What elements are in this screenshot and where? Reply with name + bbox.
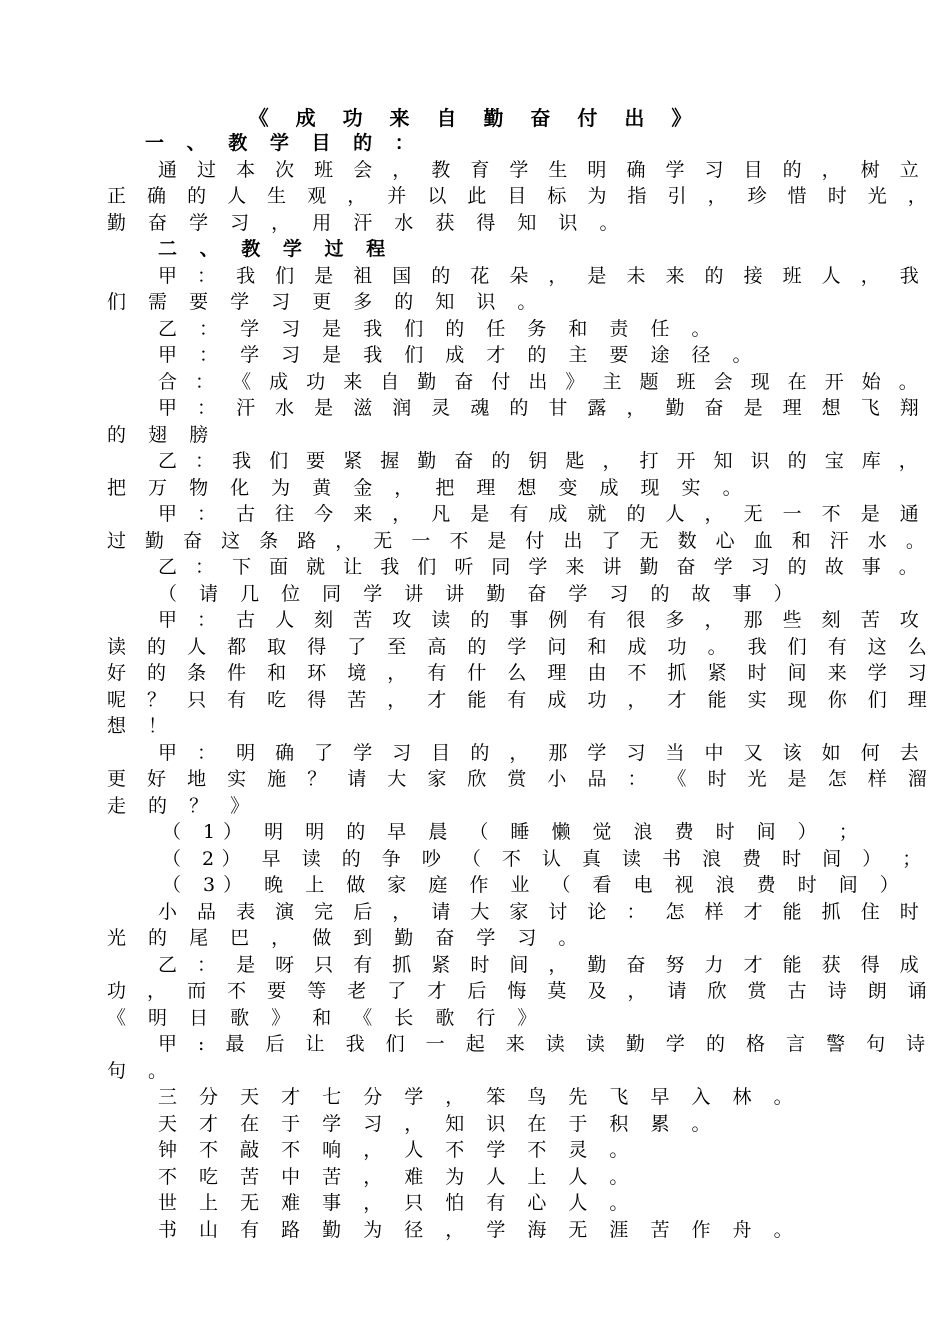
paragraph-line: 走 的 ？ 》 <box>107 795 258 817</box>
proverb-line: 不 吃 苦 中 苦 ， 难 为 人 上 人 。 <box>158 1166 637 1188</box>
paragraph-line: 读 的 人 都 取 得 了 至 高 的 学 问 和 成 功 。 我 们 有 这 么 <box>107 636 935 658</box>
paragraph-line: 呢 ？ 只 有 吃 得 苦 ， 才 能 有 成 功 ， 才 能 实 现 你 们 理 <box>107 689 935 711</box>
paragraph-line: 通 过 本 次 班 会 ， 教 育 学 生 明 确 学 习 目 的 ， 树 立 <box>158 159 926 181</box>
paragraph-line: 甲 ： 汗 水 是 滋 润 灵 魂 的 甘 露 ， 勤 奋 是 理 想 飞 翔 <box>158 397 926 419</box>
paragraph-line: 甲 ： 明 确 了 学 习 目 的 ， 那 学 习 当 中 又 该 如 何 去 <box>158 742 926 764</box>
paragraph-line: 小 品 表 演 完 后 ， 请 大 家 讨 论 ： 怎 样 才 能 抓 住 时 <box>158 901 926 923</box>
document-title: 《 成 功 来 自 勤 奋 付 出 》 <box>248 106 702 130</box>
paragraph-line: 功 ， 而 不 要 等 老 了 才 后 悔 莫 及 ， 请 欣 赏 古 诗 朗 诵 <box>107 980 935 1002</box>
paragraph-line: 甲 ： 古 往 今 来 ， 凡 是 有 成 就 的 人 ， 无 一 不 是 通 <box>158 503 926 525</box>
paragraph-line: 把 万 物 化 为 黄 金 ， 把 理 想 变 成 现 实 。 <box>107 477 750 499</box>
paragraph-line: 甲 : 最 后 让 我 们 一 起 来 读 读 勤 学 的 格 言 警 句 诗 <box>158 1033 933 1055</box>
paragraph-line: 乙 ： 下 面 就 让 我 们 听 同 学 来 讲 勤 奋 学 习 的 故 事 。 <box>158 556 924 578</box>
paragraph-line: 的 翅 膀 <box>107 424 217 446</box>
paragraph-line: 《 明 日 歌 》 和 《 长 歌 行 》 <box>107 1007 545 1029</box>
paragraph-line: 想 ！ <box>107 715 176 737</box>
section-heading-purpose: 一 、 教 学 目 的 ： <box>145 132 422 154</box>
paragraph-line: 正 确 的 人 生 观 ， 并 以 此 目 标 为 指 引 ， 珍 惜 时 光 ， <box>107 185 935 207</box>
proverb-line: 天 才 在 于 学 习 ， 知 识 在 于 积 累 。 <box>158 1113 719 1135</box>
paragraph-line: 句 。 <box>107 1060 176 1082</box>
paragraph-line: 甲 ： 我 们 是 祖 国 的 花 朵 ， 是 未 来 的 接 班 人 ， 我 <box>158 265 926 287</box>
paragraph-line: 甲 ： 古 人 刻 苦 攻 读 的 事 例 有 很 多 ， 那 些 刻 苦 攻 <box>158 609 926 631</box>
paragraph-line: 光 的 尾 巴 ， 做 到 勤 奋 学 习 。 <box>107 927 586 949</box>
paragraph-line: 好 的 条 件 和 环 境 ， 有 什 么 理 由 不 抓 紧 时 间 来 学 习 <box>107 662 935 684</box>
paragraph-line: 过 勤 奋 这 条 路 ， 无 一 不 是 付 出 了 无 数 心 血 和 汗 水 。 <box>107 530 932 552</box>
paragraph-line: 甲 ： 学 习 是 我 们 成 才 的 主 要 途 径 。 <box>158 344 760 366</box>
paragraph-line: 合 ： 《 成 功 来 自 勤 奋 付 出 》 主 题 班 会 现 在 开 始 。 <box>158 371 924 393</box>
skit-list-item: （ 1） 明 明 的 早 晨 （ 睡 懒 觉 浪 费 时 间 ） ； <box>162 821 866 843</box>
paragraph-line: 乙 ： 我 们 要 紧 握 勤 奋 的 钥 匙 ， 打 开 知 识 的 宝 库 ， <box>158 450 924 472</box>
paragraph-line: 更 好 地 实 施 ？ 请 大 家 欣 赏 小 品 ： 《 时 光 是 怎 样 溜 <box>107 768 935 790</box>
paragraph-line: 们 需 要 学 习 更 多 的 知 识 。 <box>107 291 545 313</box>
skit-list-item: （ 2） 早 读 的 争 吵 （ 不 认 真 读 书 浪 费 时 间 ） ； <box>162 848 929 870</box>
proverb-line: 书 山 有 路 勤 为 径 ， 学 海 无 涯 苦 作 舟 。 <box>158 1219 801 1241</box>
proverb-line: 世 上 无 难 事 ， 只 怕 有 心 人 。 <box>158 1192 637 1214</box>
paragraph-line: 乙 ： 学 习 是 我 们 的 任 务 和 责 任 。 <box>158 318 719 340</box>
section-heading-process: 二 、 教 学 过 程 <box>158 238 394 260</box>
paragraph-line: 乙 ： 是 呀 只 有 抓 紧 时 间 ， 勤 奋 努 力 才 能 获 得 成 <box>158 954 926 976</box>
paragraph-line: 勤 奋 学 习 ， 用 汗 水 获 得 知 识 。 <box>107 212 627 234</box>
skit-list-item: （ 3） 晚 上 做 家 庭 作 业 （ 看 电 视 浪 费 时 间 ） <box>162 874 907 896</box>
proverb-line: 钟 不 敲 不 响 ， 人 不 学 不 灵 。 <box>158 1139 637 1161</box>
proverb-line: 三 分 天 才 七 分 学 ， 笨 鸟 先 飞 早 入 林 。 <box>158 1086 801 1108</box>
paragraph-line: （ 请 几 位 同 学 讲 讲 勤 奋 学 习 的 故 事 ） <box>158 583 801 605</box>
